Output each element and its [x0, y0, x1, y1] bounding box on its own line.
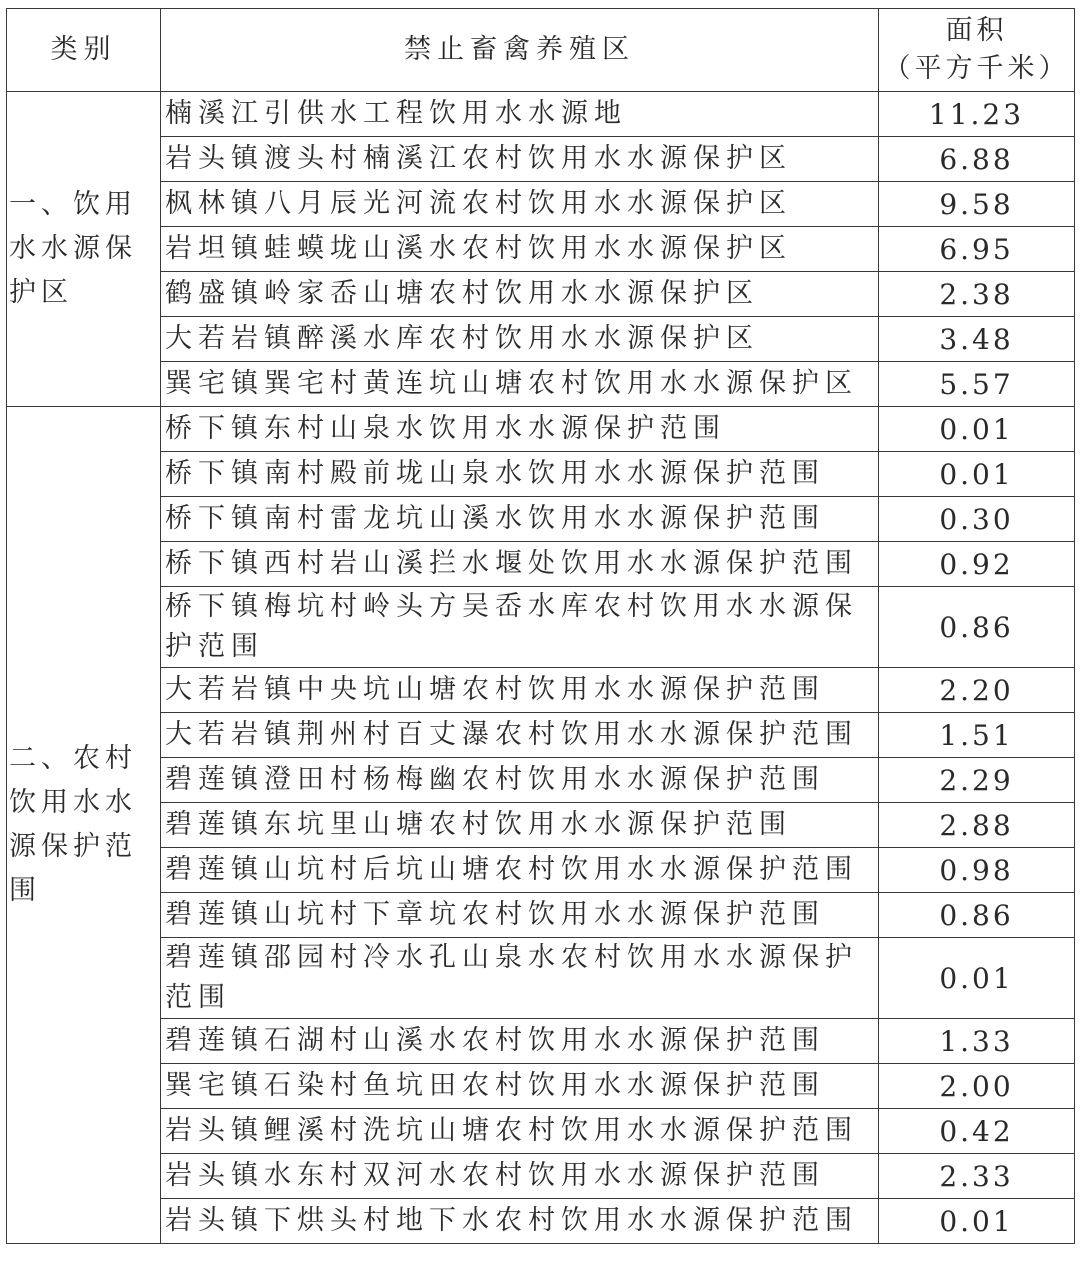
table-row [7, 1019, 1075, 1064]
table-row [7, 758, 1075, 803]
zone-name-cell: 楠溪江引供水工程饮用水水源地 [161, 92, 879, 137]
table-row [7, 1154, 1075, 1199]
table-header-row [7, 9, 1075, 92]
zone-name-cell: 巽宅镇巽宅村黄连坑山塘农村饮用水水源保护区 [161, 362, 879, 407]
zone-name-cell: 碧莲镇邵园村冷水孔山泉水农村饮用水水源保护范围 [161, 938, 879, 1019]
area-value-cell: 0.42 [879, 1109, 1075, 1154]
area-value-cell: 1.33 [879, 1019, 1075, 1064]
zone-name-cell: 大若岩镇荆州村百丈瀑农村饮用水水源保护范围 [161, 713, 879, 758]
zone-name-cell: 枫林镇八月辰光河流农村饮用水水源保护区 [161, 182, 879, 227]
zone-name-cell: 岩头镇水东村双河水农村饮用水水源保护范围 [161, 1154, 879, 1199]
zone-name-cell: 碧莲镇山坑村下章坑农村饮用水水源保护范围 [161, 893, 879, 938]
zone-name-cell: 大若岩镇醉溪水库农村饮用水水源保护区 [161, 317, 879, 362]
header-category: 类别 [7, 9, 161, 92]
area-value-cell: 2.88 [879, 803, 1075, 848]
zone-name-cell: 桥下镇梅坑村岭头方吴岙水库农村饮用水水源保护范围 [161, 587, 879, 668]
table-row [7, 542, 1075, 587]
area-value-cell: 0.01 [879, 407, 1075, 452]
area-value-cell: 0.92 [879, 542, 1075, 587]
area-value-cell: 0.86 [879, 587, 1075, 668]
category-cell: 一、饮用水水源保护区 [7, 92, 161, 407]
table-row [7, 362, 1075, 407]
area-value-cell: 3.48 [879, 317, 1075, 362]
zone-name-cell: 岩头镇鲤溪村洗坑山塘农村饮用水水源保护范围 [161, 1109, 879, 1154]
table-row [7, 137, 1075, 182]
table-row [7, 272, 1075, 317]
table-row [7, 182, 1075, 227]
table-row [7, 893, 1075, 938]
zone-name-cell: 岩头镇渡头村楠溪江农村饮用水水源保护区 [161, 137, 879, 182]
area-value-cell: 1.51 [879, 713, 1075, 758]
table-row [7, 317, 1075, 362]
zone-name-cell: 岩坦镇蛙蟆垅山溪水农村饮用水水源保护区 [161, 227, 879, 272]
table-body [7, 92, 1075, 1244]
header-area-unit: （平方千米） [883, 53, 1070, 84]
area-value-cell: 6.88 [879, 137, 1075, 182]
livestock-prohibited-zones-table [6, 8, 1075, 1244]
area-value-cell: 2.20 [879, 668, 1075, 713]
zone-name-cell: 鹤盛镇岭家岙山塘农村饮用水水源保护区 [161, 272, 879, 317]
zone-name-cell: 碧莲镇东坑里山塘农村饮用水水源保护范围 [161, 803, 879, 848]
zone-name-cell: 碧莲镇澄田村杨梅幽农村饮用水水源保护范围 [161, 758, 879, 803]
zone-name-cell: 桥下镇南村殿前垅山泉水饮用水水源保护范围 [161, 452, 879, 497]
table-row [7, 452, 1075, 497]
area-value-cell: 0.01 [879, 938, 1075, 1019]
table-row [7, 938, 1075, 1019]
area-value-cell: 2.29 [879, 758, 1075, 803]
table-row [7, 92, 1075, 137]
area-value-cell: 2.00 [879, 1064, 1075, 1109]
table-row [7, 587, 1075, 668]
zone-name-cell: 桥下镇西村岩山溪拦水堰处饮用水水源保护范围 [161, 542, 879, 587]
table-row [7, 407, 1075, 452]
table-row [7, 227, 1075, 272]
document-table-container [6, 8, 1074, 1244]
area-value-cell: 0.30 [879, 497, 1075, 542]
table-row [7, 713, 1075, 758]
header-area-title: 面积 [945, 15, 1008, 46]
category-cell: 二、农村饮用水水源保护范围 [7, 407, 161, 1244]
area-value-cell: 5.57 [879, 362, 1075, 407]
table-row [7, 668, 1075, 713]
zone-name-cell: 碧莲镇石湖村山溪水农村饮用水水源保护范围 [161, 1019, 879, 1064]
area-value-cell: 2.33 [879, 1154, 1075, 1199]
zone-name-cell: 碧莲镇山坑村后坑山塘农村饮用水水源保护范围 [161, 848, 879, 893]
table-row [7, 1064, 1075, 1109]
header-zone: 禁止畜禽养殖区 [161, 9, 879, 92]
area-value-cell: 9.58 [879, 182, 1075, 227]
zone-name-cell: 岩头镇下烘头村地下水农村饮用水水源保护范围 [161, 1199, 879, 1244]
area-value-cell: 0.01 [879, 452, 1075, 497]
table-row [7, 803, 1075, 848]
area-value-cell: 0.98 [879, 848, 1075, 893]
table-row [7, 1199, 1075, 1244]
table-row [7, 497, 1075, 542]
zone-name-cell: 桥下镇南村雷龙坑山溪水饮用水水源保护范围 [161, 497, 879, 542]
table-row [7, 1109, 1075, 1154]
area-value-cell: 6.95 [879, 227, 1075, 272]
zone-name-cell: 大若岩镇中央坑山塘农村饮用水水源保护范围 [161, 668, 879, 713]
area-value-cell: 11.23 [879, 92, 1075, 137]
zone-name-cell: 巽宅镇石染村鱼坑田农村饮用水水源保护范围 [161, 1064, 879, 1109]
area-value-cell: 2.38 [879, 272, 1075, 317]
area-value-cell: 0.01 [879, 1199, 1075, 1244]
area-value-cell: 0.86 [879, 893, 1075, 938]
table-row [7, 848, 1075, 893]
zone-name-cell: 桥下镇东村山泉水饮用水水源保护范围 [161, 407, 879, 452]
header-area [879, 9, 1075, 92]
